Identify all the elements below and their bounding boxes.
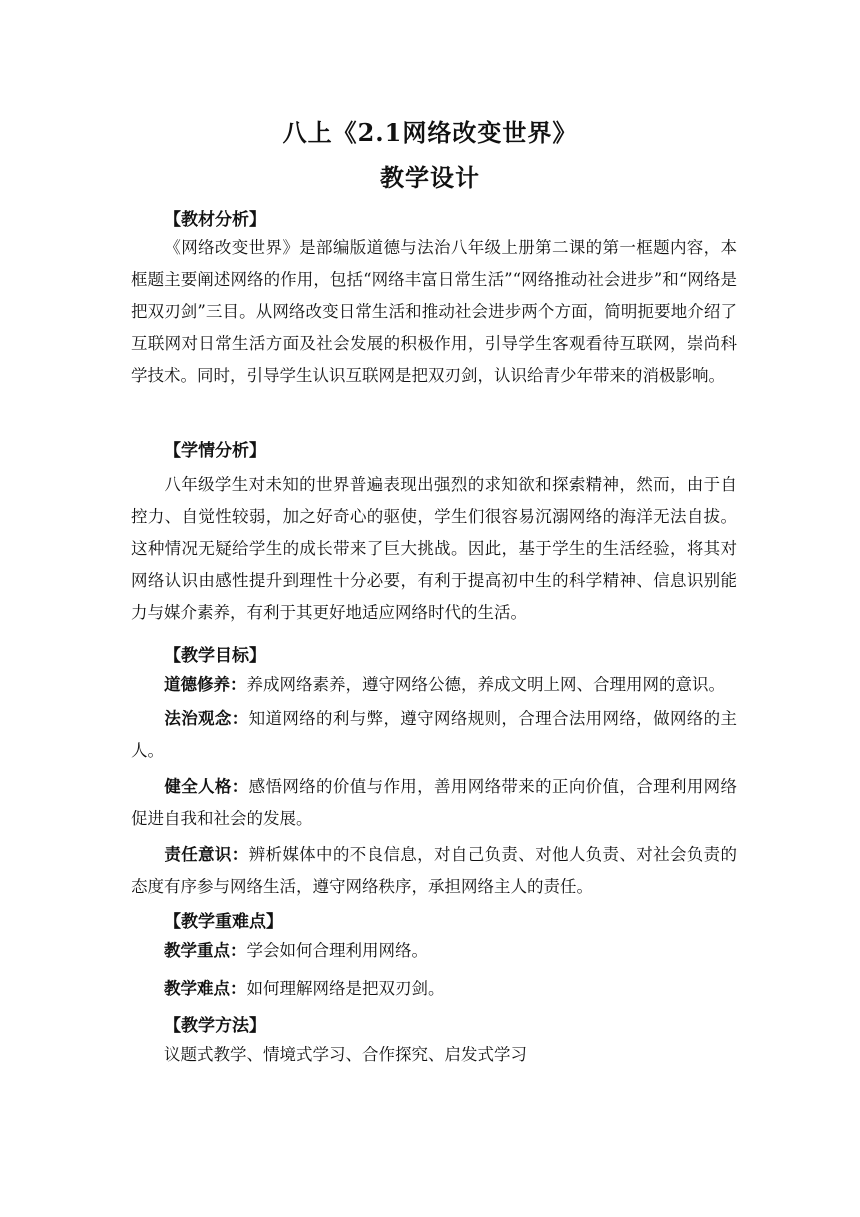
key-point-label: 教学重点： [164,941,247,960]
section-heading-teaching-methods: 【教学方法】 [164,1016,266,1036]
key-point-text: 如何理解网络是把双刃剑。 [246,979,445,998]
goal-label: 道德修养： [164,675,247,694]
key-point-label: 教学难点： [164,979,247,998]
teaching-methods-text: 议题式教学、情境式学习、合作探究、启发式学习 [164,1045,527,1064]
key-point-text: 学会如何合理利用网络。 [246,941,428,960]
goal-item [164,669,770,701]
goal-text: 辨析媒体中的不良信息，对自己负责、对他人负责、对社会负责的态度有序参与网络生活，遵守网络秩序，承担网络主人的责任。 [131,845,738,896]
section-heading-teaching-goals: 【教学目标】 [164,646,266,666]
goal-text: 知道网络的利与弊，遵守网络规则，合理合法用网络，做网络的主人。 [131,709,738,760]
key-point-item [164,973,739,1005]
paragraph-student-analysis [131,469,737,629]
goal-label: 健全人格： [164,777,249,796]
section-heading-student-analysis: 【学情分析】 [164,441,266,461]
goal-text: 养成网络素养，遵守网络公德，养成文明上网、合理用网的意识。 [246,675,725,694]
section-heading-textbook-analysis: 【教材分析】 [164,210,266,230]
section-heading-key-points: 【教学重难点】 [164,912,283,932]
document-subtitle: 教学设计 [380,163,480,192]
document-title: 八上《2.1网络改变世界》 [282,118,578,147]
goal-label: 法治观念： [164,709,249,728]
goal-label: 责任意识： [164,845,249,864]
goal-text: 感悟网络的价值与作用，善用网络带来的正向价值，合理利用网络促进自我和社会的发展。 [131,777,738,828]
goal-item [131,703,737,767]
paragraph-text: 《网络改变世界》是部编版道德与法治八年级上册第二课的第一框题内容，本框题主要阐述网络的作用，包括“网络丰富日常生活”“网络推动社会进步”和“网络是把双刃剑”三目。从网络改变日常生活和推动社会进步两个方面，简明扼要地介绍了互联网对日常生活方面及社会发展的积极作用，引导学生客观看待互联网，崇尚科学技术。同时，引导学生认识互联网是把双刃剑，认识给青少年带来的消极影响。 [131,238,737,385]
key-point-item [164,935,739,967]
goal-item [131,839,737,903]
goal-item [131,771,737,835]
paragraph-text: 八年级学生对未知的世界普遍表现出强烈的求知欲和探索精神，然而，由于自控力、自觉性较弱，加之好奇心的驱使，学生们很容易沉溺网络的海洋无法自拔。这种情况无疑给学生的成长带来了巨大挑战。因此，基于学生的生活经验，将其对网络认识由感性提升到理性十分必要，有利于提高初中生的科学精神、信息识别能力与媒介素养，有利于其更好地适应网络时代的生活。 [131,475,737,622]
paragraph-textbook-analysis [131,232,737,392]
